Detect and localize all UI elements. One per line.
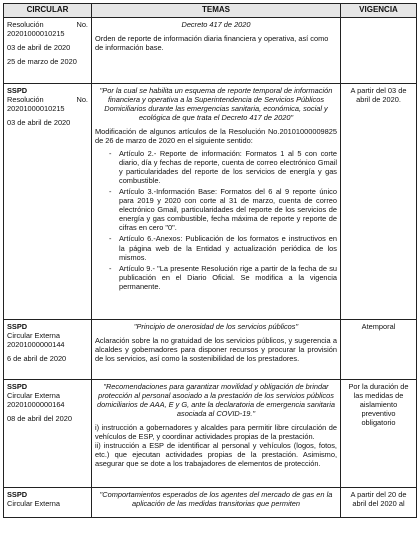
vigencia-cell: [341, 18, 417, 84]
circular-cell: [4, 84, 92, 320]
tema-cell: [92, 488, 341, 518]
vigencia-cell: [341, 320, 417, 380]
circular-line: 03 de abril de 2020: [7, 118, 71, 128]
circular-cell: [4, 488, 92, 518]
table-row: [4, 84, 417, 320]
circular-line: 20201000010215: [7, 104, 65, 114]
tema-cell: [92, 320, 341, 380]
circular-line: SSPD: [7, 382, 28, 391]
circular-cell: [4, 320, 92, 380]
vigencia-text: Atemporal: [361, 322, 396, 331]
tema-title: "Por la cual se habilita un esquema de reporte temporal de información financiera y operativa a la Superintendencia de Servicios Públicos Domiciliarios durante las emergencias sanitaria, económica, social y ecológica de que trata el Decreto 417 de 2020": [99, 86, 333, 123]
tema-cell: [92, 18, 341, 84]
circular-line: Circular Externa: [7, 391, 60, 401]
header-circular: CIRCULAR: [4, 4, 92, 18]
circular-line: SSPD: [7, 322, 28, 331]
header-vigencia: VIGENCIA: [341, 4, 417, 18]
tema-body: Aclaración sobre la no gratuidad de los servicios públicos, y sugerencia a alcaldes y gobernadores para disponer recursos y procurar la provisión de los servicios, así como la sostenibilidad de los prestadores.: [95, 336, 337, 364]
circular-line: 20201000010215: [7, 29, 65, 39]
tema-title: "Principio de onerosidad de los servicios públicos": [133, 322, 299, 331]
circular-line: SSPD: [7, 86, 28, 95]
circular-line: No.: [76, 95, 88, 105]
tema-title: Decreto 417 de 2020: [181, 20, 251, 29]
vigencia-cell: [341, 380, 417, 488]
tema-cell: [92, 380, 341, 488]
circular-line: SSPD: [7, 490, 28, 499]
table-row: [4, 380, 417, 488]
vigencia-cell: [341, 488, 417, 518]
circular-line: Circular Externa: [7, 331, 60, 341]
tema-body: Orden de reporte de información diaria financiera y operativa, así como de información base.: [95, 34, 329, 53]
vigencia-cell: [341, 84, 417, 320]
list-item: - Artículo 3.-Información Base: Formatos del 6 al 9 reporte único para 2019 y 2020 con corte al 31 de marzo, cuenta de correo electrónico Gmail, particularidades del reporte de los servicios de energía y gas combustible, fecha máxima de reporte y reporte de cifras en cero "0".: [119, 187, 337, 232]
vigencia-text: A partir del 20 de abril del 2020 al: [350, 490, 407, 509]
table-row: [4, 18, 417, 84]
header-temas: TEMAS: [92, 4, 341, 18]
circular-line: 6 de abril de 2020: [7, 354, 67, 364]
circular-line: Circular Externa: [7, 499, 60, 509]
regulations-table: [3, 3, 417, 518]
header-row: [4, 4, 417, 18]
tema-body: Modificación de algunos artículos de la Resolución No.20101000009825 de 26 de marzo de 2020 en el siguiente sentido:: [95, 127, 337, 146]
tema-title: "Recomendaciones para garantizar movilidad y obligación de brindar protección al personal asociado a la prestación de los servicios públicos domiciliarios de AAA, E y G, ante la declaratoria de emergencia sanitaria asociada al COVID-19.": [97, 382, 335, 419]
circular-line: No.: [76, 20, 88, 29]
circular-line: 20201000000144: [7, 340, 65, 350]
tema-cell: [92, 84, 341, 320]
circular-cell: [4, 380, 92, 488]
circular-line: Resolución: [7, 20, 44, 29]
vigencia-text: Por la duración de las medidas de aislamiento preventivo obligatorio: [348, 382, 409, 428]
circular-cell: [4, 18, 92, 84]
tema-title: "Comportamientos esperados de los agentes del mercado de gas en la aplicación de las medidas transitorias que permiten: [99, 490, 333, 509]
table-row: [4, 320, 417, 380]
circular-line: 20201000000164: [7, 400, 65, 410]
vigencia-text: A partir del 03 de abril de 2020.: [350, 86, 407, 105]
table-row: [4, 488, 417, 518]
circular-line: 03 de abril de 2020: [7, 43, 71, 53]
circular-line: 08 de abril del 2020: [7, 414, 72, 424]
circular-line: Resolución: [7, 95, 44, 105]
tema-body: ii) instrucción a ESP de identificar al personal y vehículos (logos, fotos, etc.) que ejecutan actividades propias de la prestación. Asimismo, asegurar que se dote a los trabajadores de elementos de protección.: [95, 441, 337, 469]
list-item: - Artículo 2.- Reporte de información: Formatos 1 al 5 con corte diario, día y fechas de reporte, cuenta de correo electrónico Gmail y particularidades del reporte de los servicios de energía y gas combustible.: [119, 149, 337, 185]
list-item: - Artículo 6.-Anexos: Publicación de los formatos e instructivos en la página web de la Entidad y actualización periódica de los mismos.: [119, 234, 337, 261]
circular-line: 25 de marzo de 2020: [7, 57, 77, 67]
list-item: - Artículo 9.- "La presente Resolución rige a partir de la fecha de su publicación en el Diario Oficial. Se modifica a la vigencia permanente.: [119, 264, 337, 291]
tema-body: i) instrucción a gobernadores y alcaldes para permitir libre circulación de vehículos de ESP, y coordinar actividades propias de la prestación.: [95, 423, 337, 442]
article-list: [95, 149, 337, 290]
